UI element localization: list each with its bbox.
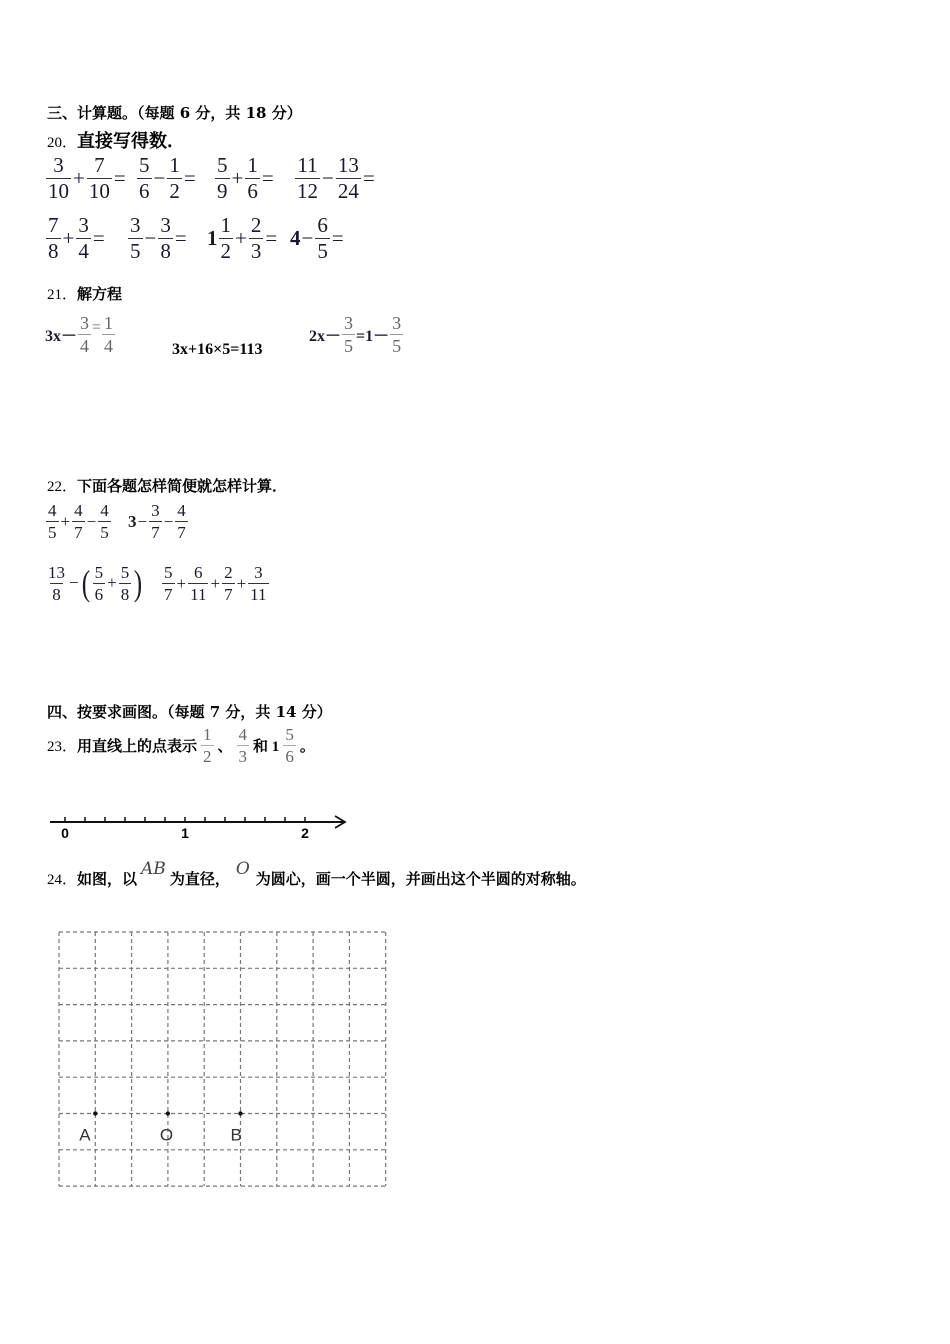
q21-title — [47, 283, 122, 304]
q22-number: 22． — [47, 479, 78, 495]
grid-points — [79, 1111, 242, 1144]
q20-r2-item4: 4 − $\frac{6}{5}$ = — [290, 213, 344, 263]
number-line-label: 0 — [61, 825, 69, 841]
dotted-grid[interactable] — [55, 928, 391, 1192]
point-b-dot — [238, 1111, 242, 1115]
q22-expr2: 3 − $\frac{3}{7}$ − $\frac{4}{7}$ — [128, 501, 186, 542]
q20-r1-item4: $\frac{11}{12}$ − $\frac{13}{24}$ = — [297, 153, 375, 203]
grid-lines — [59, 932, 386, 1186]
section3-heading: 三、计算题。（每题 6 分，共 18 分） — [47, 104, 302, 122]
q23-number: 23． — [47, 739, 78, 755]
point-a-label: A — [79, 1125, 91, 1145]
q21-eq2: 3x+16×5=113 — [172, 341, 263, 358]
q20-r1-item3: $\frac{5}{9}$ + $\frac{1}{6}$ = — [217, 153, 274, 203]
q20-r2-item1: $\frac{7}{8}$ + $\frac{3}{4}$ = — [48, 213, 105, 263]
number-line-label: 1 — [181, 825, 189, 841]
q24-number: 24． — [47, 872, 78, 888]
center-o-label: O — [235, 859, 250, 879]
q23-frac1: $\frac{1}{2}$ — [203, 725, 212, 766]
q23-text: 用直线上的点表示 — [77, 739, 198, 755]
point-a-dot — [93, 1111, 97, 1115]
q20-text: 直接写得数． — [77, 131, 186, 152]
q22-text: 下面各题怎样简便就怎样计算． — [77, 477, 288, 495]
q20-r2-item3: 1 $\frac{1}{2}$ + $\frac{2}{3}$ = — [207, 213, 278, 263]
q21-eq1: 3x－ $\frac{3}{4}$ = $\frac{1}{4}$ — [45, 313, 114, 356]
point-b-label: B — [230, 1125, 242, 1145]
q20-number: 20． — [47, 135, 78, 151]
q22-expr4: $\frac{5}{7}$ + $\frac{6}{11}$ + $\frac{2}{7}$ + $\frac{3}{11}$ — [164, 563, 267, 604]
q20-r2-item2: $\frac{3}{5}$ − $\frac{3}{8}$ = — [130, 213, 187, 263]
q20-r1-item1: $\frac{3}{10}$ + $\frac{7}{10}$ = — [48, 153, 126, 203]
q21-number: 21． — [47, 287, 78, 303]
number-line-labels — [61, 825, 309, 841]
section4-heading: 四、按要求画图。（每题 7 分，共 14 分） — [47, 703, 332, 721]
q22-expr1: $\frac{4}{5}$ + $\frac{4}{7}$ − $\frac{4}{5}$ — [48, 501, 109, 542]
point-o-label: O — [159, 1125, 174, 1145]
q21-text: 解方程 — [77, 285, 123, 303]
segment-ab-label: AB — [141, 859, 166, 879]
q22-title — [47, 475, 287, 496]
point-o-dot — [166, 1111, 170, 1115]
q20-r1-item2: $\frac{5}{6}$ − $\frac{1}{2}$ = — [139, 153, 196, 203]
q20-title — [47, 127, 185, 153]
q24-title: 24．如图，以 AB 为直径， O 为圆心，画一个半圆，并画出这个半圆的对称轴。 — [47, 859, 586, 888]
q22-expr3: $\frac{13}{8}$ − ( $\frac{5}{6}$ + $\frac{5}{8}$ ) — [48, 562, 143, 604]
q23-frac3: $\frac{5}{6}$ — [285, 725, 294, 766]
number-line — [45, 808, 355, 848]
q23-frac2: $\frac{4}{3}$ — [238, 725, 248, 766]
q23-title: 23． 用直线上的点表示 $\frac{1}{2}$ 、 $\frac{4}{3}$ 和 1 $\frac{5}{6}$ 。 — [47, 725, 315, 766]
q21-eq3: 2x－ $\frac{3}{5}$ =1－ $\frac{3}{5}$ — [309, 313, 402, 356]
number-line-label: 2 — [301, 825, 309, 841]
